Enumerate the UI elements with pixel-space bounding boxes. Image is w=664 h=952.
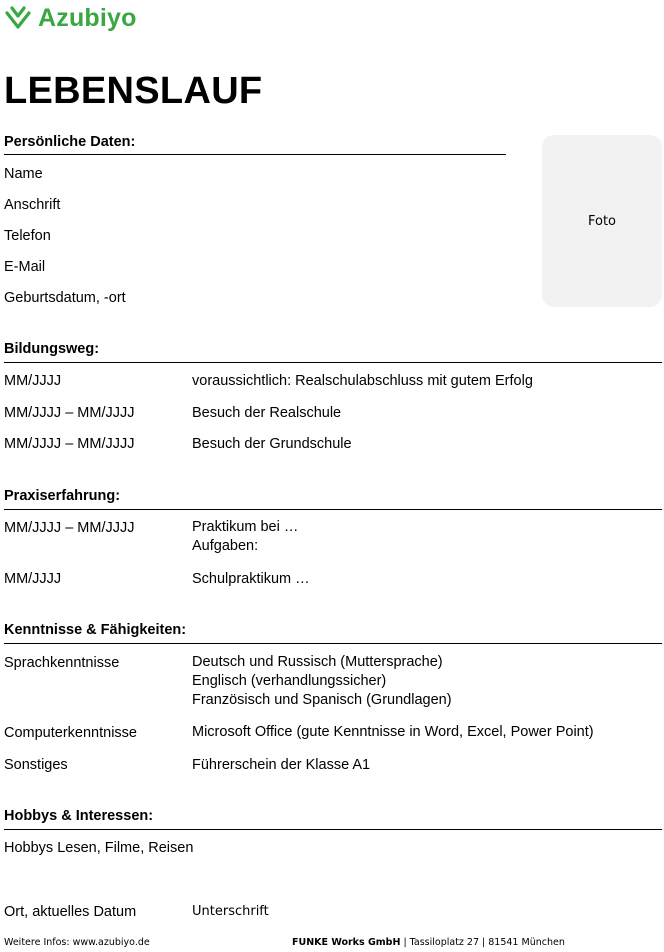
personal-rule — [4, 154, 506, 155]
field-email: E-Mail — [4, 259, 46, 275]
skills-heading: Kenntnisse & Fähigkeiten: — [4, 622, 187, 638]
place-date: Ort, aktuelles Datum — [4, 904, 137, 920]
footer-info: Weitere Infos: www.azubiyo.de — [4, 937, 150, 948]
education-entry: voraussichtlich: Realschulabschluss mit gutem Erfolg — [192, 373, 533, 389]
hobbies-rule — [4, 829, 662, 830]
footer-company: FUNKE Works GmbH — [292, 937, 401, 948]
hobbies-heading: Hobbys & Interessen: — [4, 808, 154, 824]
azubiyo-logo-icon — [4, 4, 32, 32]
experience-date: MM/JJJJ – MM/JJJJ — [4, 520, 135, 536]
hobbies-text: Hobbys Lesen, Filme, Reisen — [4, 840, 194, 856]
experience-heading: Praxiserfahrung: — [4, 488, 121, 504]
skills-label: Computerkenntnisse — [4, 725, 137, 741]
education-date: MM/JJJJ – MM/JJJJ — [4, 405, 135, 421]
experience-entry-line: Schulpraktikum … — [192, 571, 310, 587]
education-date: MM/JJJJ – MM/JJJJ — [4, 436, 135, 452]
field-name: Name — [4, 166, 43, 182]
footer-company-address — [292, 937, 565, 948]
personal-heading: Persönliche Daten: — [4, 134, 136, 150]
skills-label: Sprachkenntnisse — [4, 655, 120, 671]
experience-date: MM/JJJJ — [4, 571, 62, 587]
education-entry: Besuch der Realschule — [192, 405, 342, 421]
education-date: MM/JJJJ — [4, 373, 62, 389]
field-phone: Telefon — [4, 228, 51, 244]
education-heading: Bildungsweg: — [4, 341, 100, 357]
experience-rule — [4, 509, 662, 510]
photo-placeholder — [542, 135, 662, 307]
azubiyo-logo — [4, 2, 137, 34]
experience-entry-line: Aufgaben: — [192, 538, 259, 554]
skills-entry-line: Deutsch und Russisch (Muttersprache) — [192, 654, 443, 670]
skills-entry-line: Französisch und Spanisch (Grundlagen) — [192, 692, 452, 708]
skills-entry-line: Führerschein der Klasse A1 — [192, 757, 371, 773]
education-rule — [4, 362, 662, 363]
skills-label: Sonstiges — [4, 757, 68, 773]
field-birth: Geburtsdatum, -ort — [4, 290, 126, 306]
skills-rule — [4, 643, 662, 644]
photo-label: Foto — [587, 213, 617, 229]
brand-name: Azubiyo — [38, 3, 137, 32]
field-address: Anschrift — [4, 197, 61, 213]
footer-address: | Tassiloplatz 27 | 81541 München — [403, 937, 565, 948]
skills-entry-line: Englisch (verhandlungssicher) — [192, 673, 387, 689]
skills-entry-line: Microsoft Office (gute Kenntnisse in Word, Excel, Power Point) — [192, 724, 594, 740]
experience-entry-line: Praktikum bei … — [192, 519, 299, 535]
education-entry: Besuch der Grundschule — [192, 436, 352, 452]
signature-label: Unterschrift — [192, 904, 269, 919]
document-title: LEBENSLAUF — [4, 70, 263, 112]
